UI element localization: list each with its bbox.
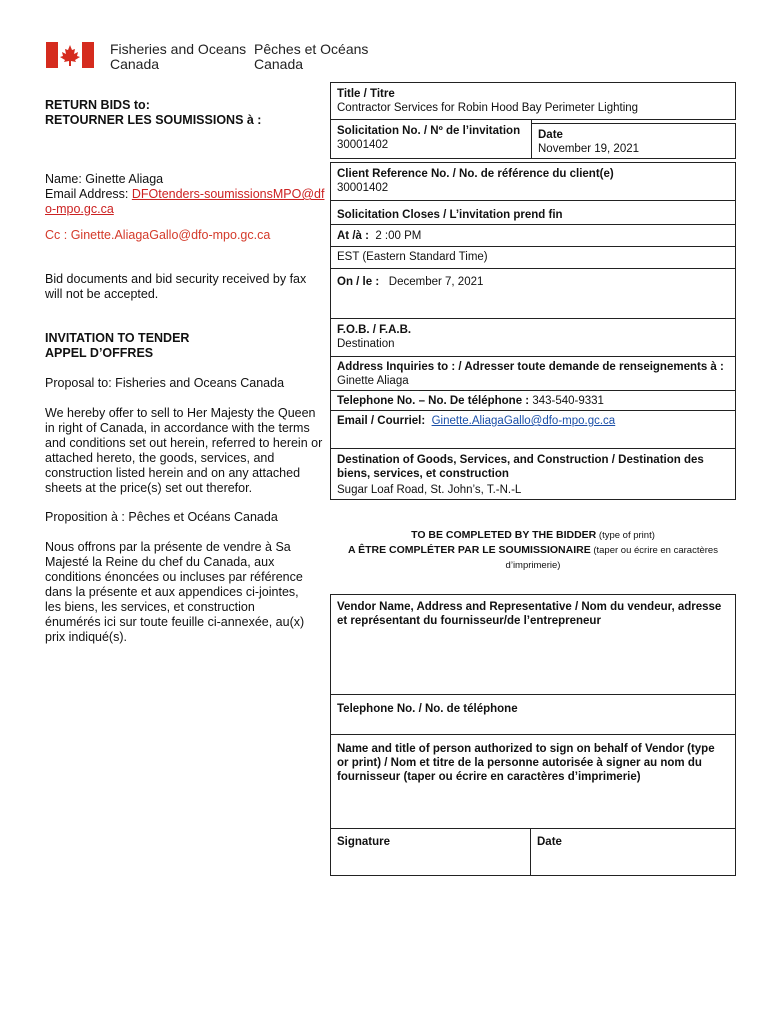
cc-line	[45, 228, 325, 243]
invitation-en: INVITATION TO TENDER	[45, 331, 190, 345]
authorized-person-label: Name and title of person authorized to sign on behalf of Vendor (type or print) / Nom et titre de la personne autorisée à signer au nom du fournisseur (taper ou écrire en caractères d’imprimerie)	[337, 743, 715, 783]
vendor-input-area[interactable]	[336, 632, 730, 692]
vendor-phone-input[interactable]	[336, 716, 730, 732]
inquiries-email	[337, 414, 615, 428]
divider	[330, 448, 736, 449]
invitation-heading	[45, 331, 325, 361]
dept-fr-line2: Canada	[254, 56, 304, 72]
closes-label: Solicitation Closes / L’invitation prend fin	[337, 209, 563, 221]
fax-notice: Bid documents and bid security received by fax will not be accepted.	[45, 272, 307, 301]
bidder-fr: A ÊTRE COMPLÉTER PAR LE SOUMISSIONAIRE (taper ou écrire en caractères d’imprimerie)	[348, 544, 718, 571]
authorized-person-input[interactable]	[336, 790, 730, 826]
inquiries-email-link[interactable]: Ginette.AliagaGallo@dfo-mpo.gc.ca	[431, 415, 616, 427]
dept-en-line1: Fisheries and Oceans	[110, 41, 247, 57]
return-bids-fr: RETOURNER LES SOUMISSIONS à :	[45, 113, 262, 127]
divider	[330, 828, 736, 829]
on-label: On / le :	[337, 276, 380, 288]
inquiries-phone	[337, 394, 604, 408]
divider	[330, 246, 736, 247]
bidder-en: TO BE COMPLETED BY THE BIDDER (type of print)	[411, 529, 655, 541]
title-value: Contractor Services for Robin Hood Bay Perimeter Lighting	[337, 102, 639, 114]
inquiries-value: Ginette Aliaga	[337, 375, 409, 387]
signature-date-input[interactable]	[536, 850, 730, 872]
fob-value: Destination	[337, 338, 395, 350]
client-ref-value: 30001402	[337, 182, 389, 194]
invitation-fr: APPEL D’OFFRES	[45, 346, 154, 360]
offer-fr: Nous offrons par la présente de vendre à Sa Majesté la Reine du chef du Canada, aux conditions énoncées ou incluses par référence dans la présente et aux appendices ci-jointes, les biens, les services, et construction énumérés ici sur toute feuille ci-annexée, au(x) prix indiqué(s).	[45, 540, 305, 644]
inquiries	[337, 360, 732, 388]
destination	[337, 453, 729, 497]
signature-input[interactable]	[336, 850, 526, 872]
divider	[330, 390, 736, 391]
canada-flag-icon	[46, 42, 94, 68]
client-ref	[337, 167, 732, 195]
divider	[530, 828, 531, 876]
divider	[330, 318, 736, 319]
vendor-label: Vendor Name, Address and Representative / Nom du vendeur, adresse et représentant du fournisseur/de l’entrepreneur	[337, 601, 722, 627]
date-box	[531, 123, 736, 159]
contact-email-link[interactable]: DFOtenders-soumissionsMPO@dfo-mpo.gc.ca	[45, 187, 325, 216]
destination-value: Sugar Loaf Road, St. John’s, T.-N.-L	[337, 484, 522, 496]
at-value: 2 :00 PM	[375, 230, 422, 242]
divider	[330, 734, 736, 735]
solicitation-label: Solicitation No. / Nº de l’invitation	[337, 125, 521, 137]
department-name-fr	[254, 42, 368, 72]
divider	[330, 224, 736, 225]
return-bids-heading	[45, 98, 325, 128]
divider	[330, 410, 736, 411]
return-contact	[45, 172, 325, 217]
proposal-fr: Proposition à : Pêches et Océans Canada	[45, 510, 278, 524]
divider	[330, 268, 736, 269]
closes-date	[337, 275, 483, 289]
phone-value: 343-540-9331	[532, 395, 604, 407]
dept-fr-line1: Pêches et Océans	[254, 41, 369, 57]
closes-time	[337, 229, 421, 243]
bidder-instructions	[330, 528, 736, 573]
fob-label: F.O.B. / F.A.B.	[337, 324, 412, 336]
phone-label: Telephone No. – No. De téléphone :	[337, 395, 530, 407]
dept-en-line2: Canada	[110, 56, 160, 72]
timezone: EST (Eastern Standard Time)	[337, 251, 488, 263]
date-value: November 19, 2021	[538, 143, 640, 155]
title-label: Title / Titre	[337, 88, 395, 100]
solicitation-box	[330, 119, 532, 159]
at-label: At /à :	[337, 230, 369, 242]
proposal-en: Proposal to: Fisheries and Oceans Canada	[45, 376, 285, 390]
email-label: Email / Courriel:	[337, 415, 426, 427]
contact-email: Email Address: DFOtenders-soumissionsMPO@dfo-mpo.gc.ca	[45, 187, 325, 216]
signature-date-label: Date	[537, 836, 562, 848]
divider	[330, 694, 736, 695]
fob	[337, 323, 411, 351]
destination-label: Destination of Goods, Services, and Construction / Destination des biens, services, et construction	[337, 454, 704, 480]
solicitation-value: 30001402	[337, 139, 389, 151]
vendor-phone-label: Telephone No. / No. de téléphone	[337, 703, 518, 715]
date-label: Date	[538, 129, 563, 141]
divider	[330, 356, 736, 357]
return-bids-en: RETURN BIDS to:	[45, 98, 150, 112]
signature-label: Signature	[337, 836, 391, 848]
on-value: December 7, 2021	[388, 276, 484, 288]
contact-name: Name: Ginette Aliaga	[45, 172, 164, 186]
department-name-en	[110, 42, 246, 72]
divider	[330, 200, 736, 201]
cc-email[interactable]: Cc : Ginette.AliagaGallo@dfo-mpo.gc.ca	[45, 228, 271, 242]
client-ref-label: Client Reference No. / No. de référence du client(e)	[337, 168, 614, 180]
inquiries-label: Address Inquiries to : / Adresser toute demande de renseignements à :	[337, 361, 724, 373]
title-box	[330, 82, 736, 120]
offer-en: We hereby offer to sell to Her Majesty the Queen in right of Canada, in accordance with the terms and conditions set out herein, referred to herein or attached hereto, the goods, services, and construction listed herein and on any attached sheets at the price(s) set out therefor.	[45, 406, 323, 495]
